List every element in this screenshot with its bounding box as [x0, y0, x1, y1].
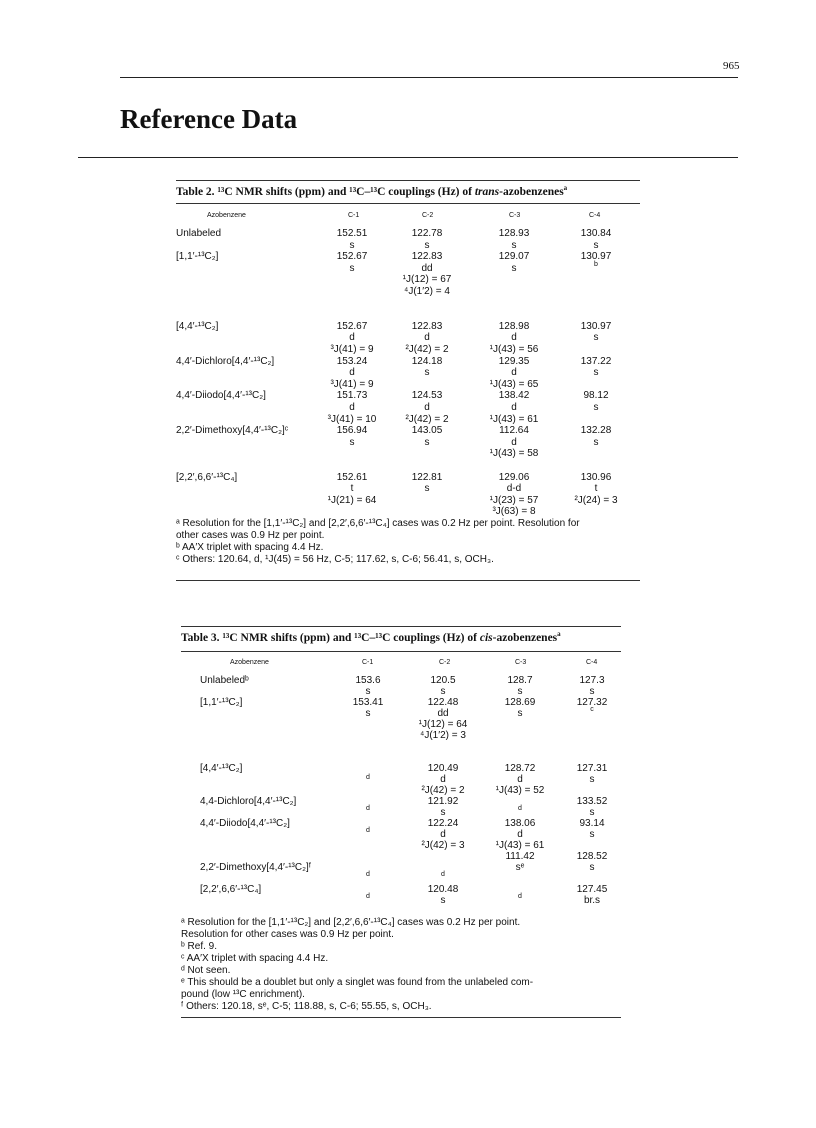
table2-caption [176, 184, 567, 198]
table3-cell-c1: 153.41 [352, 697, 384, 708]
table2-cell-c1: 152.61 [336, 471, 368, 483]
table2-cell-c3: d [511, 367, 517, 379]
table3-caption-tail: -azobenzenes [492, 631, 558, 644]
table2-row-label: [2,2′,6,6′-¹³C₄] [176, 471, 238, 483]
table3-cell-c2: 120.5 [430, 675, 456, 686]
table3-cell-c3: d [518, 893, 522, 900]
table3-cell-c3: d [517, 829, 523, 840]
table2-cell-c1: s [349, 436, 355, 448]
table3-caption-main: ¹³C NMR shifts (ppm) and ¹³C–¹³C couplings (Hz) of [219, 631, 480, 644]
table2-cell-c3: d [511, 402, 517, 413]
table3-caption-prefix: Table 3. [181, 631, 220, 644]
table3-cell-c1: d [366, 893, 370, 900]
table2-footnote-a: ᵃ Resolution for the [1,1′-¹³C₂] and [2,2′,6,6′-¹³C₄] cases was 0.2 Hz per point. Resolution for [176, 518, 580, 529]
table2-cell-c4: 132.28 [580, 425, 612, 437]
table3-cell-c4: 127.32 [576, 697, 608, 708]
table3-cell-c2: s [440, 807, 446, 818]
table2-cell-c3: d [511, 332, 517, 344]
table2-cell-c4: 130.84 [580, 228, 612, 239]
table3-cell-c3: 111.42 [505, 851, 535, 862]
table3-footnote-e: ᵉ This should be a doublet but only a singlet was found from the unlabeled com- [181, 977, 534, 988]
table3-cell-c3: 128.69 [504, 697, 536, 708]
table2-top-rule [176, 180, 640, 181]
table3-cell-c3: d [517, 774, 523, 785]
table2-cell-c2: 124.18 [411, 355, 443, 367]
table2-cell-c2: 122.78 [411, 228, 443, 239]
table3-cell-c3: 128.7 [507, 675, 533, 686]
table3-cell-c4: 93.14 [579, 818, 605, 829]
table2-cell-c3: ¹J(43) = 65 [489, 378, 539, 390]
table3-row-label: 4,4′-Diiodo[4,4′-¹³C₂] [200, 818, 290, 829]
table2-header-azobenzene: Azobenzene [207, 212, 246, 219]
table2-cell-c2: 122.81 [411, 471, 443, 483]
table2-cell-c4: ²J(24) = 3 [574, 494, 618, 506]
table3-cell-c3: ¹J(43) = 61 [495, 840, 545, 851]
table2-cell-c3: d-d [506, 483, 522, 495]
table2-cell-c1: 151.73 [336, 390, 368, 402]
table3-cell-c1: s [365, 686, 371, 697]
table3-footnote-d: ᵈ Not seen. [181, 965, 231, 976]
table2-cell-c2: ²J(42) = 2 [405, 344, 449, 355]
table2-cell-c3: ¹J(43) = 58 [489, 448, 539, 460]
table3-cell-c4: c [590, 706, 594, 713]
table3-cell-c2: d [441, 871, 445, 878]
table3-row-label: [2,2′,6,6′-¹³C₄] [200, 884, 262, 895]
table2-cell-c2: d [424, 332, 430, 344]
table2-cell-c1: 153.24 [336, 355, 368, 367]
table2-row-label: 2,2′-Dimethoxy[4,4′-¹³C₂]ᶜ [176, 425, 289, 437]
table2-header-c3: C-3 [509, 212, 521, 219]
table3-cell-c3: s [517, 686, 523, 697]
table3-cell-c3: 138.06 [504, 818, 536, 829]
table2-cell-c2: ¹J(12) = 67 [402, 274, 452, 286]
table2-cell-c4: b [594, 260, 598, 268]
table3-row-label: Unlabeledᵇ [200, 675, 249, 686]
table3-cell-c1: d [366, 774, 370, 781]
table3-row-label: [1,1′-¹³C₂] [200, 697, 243, 708]
table2-cell-c1: s [349, 239, 355, 251]
table3-header-rule [181, 651, 621, 652]
table2-cell-c2: 122.83 [411, 320, 443, 332]
table2-cell-c4: 137.22 [580, 355, 612, 367]
table2-cell-c3: d [511, 436, 517, 448]
page-number: 965 [723, 60, 740, 72]
table3-header-azobenzene: Azobenzene [230, 659, 269, 666]
table2-cell-c1: d [349, 332, 355, 344]
table2-header-c1: C-1 [348, 212, 360, 219]
table3-header-c4: C-4 [586, 659, 598, 666]
table2-cell-c2: s [424, 239, 430, 251]
table3-cell-c2: ²J(42) = 3 [421, 840, 465, 851]
table2-cell-c2: s [424, 483, 430, 495]
table3-footnote-b: ᵇ Ref. 9. [181, 941, 218, 952]
table2-cell-c4: 130.96 [580, 471, 612, 483]
table2-caption-italic: trans [474, 185, 500, 198]
table2-row-label: [4,4′-¹³C₂] [176, 320, 219, 332]
table3-top-rule [181, 626, 621, 627]
table2-header-c4: C-4 [589, 212, 601, 219]
table2-row-label: Unlabeled [176, 228, 222, 239]
table3-cell-c3: 128.72 [504, 763, 536, 774]
table3-cell-c2: d [440, 829, 446, 840]
table2-cell-c2: d [424, 402, 430, 413]
table3-cell-c1: d [366, 805, 370, 812]
table2-cell-c4: s [593, 402, 599, 413]
table2-cell-c4: 98.12 [583, 390, 609, 402]
table2-cell-c2: s [424, 436, 430, 448]
table3-header-c1: C-1 [362, 659, 374, 666]
table2-cell-c2: 124.53 [411, 390, 443, 402]
section-rule [78, 157, 738, 158]
table2-footnote-a-cont: other cases was 0.9 Hz per point. [176, 530, 325, 541]
table3-cell-c4: s [589, 862, 595, 873]
table2-row-label: 4,4′-Dichloro[4,4′-¹³C₂] [176, 355, 275, 367]
table2-cell-c4: 130.97 [580, 251, 612, 263]
table2-cell-c1: 152.51 [336, 228, 368, 239]
table2-cell-c1: ³J(41) = 9 [330, 344, 374, 355]
table3-cell-c4: 128.52 [576, 851, 608, 862]
table2-cell-c4: s [593, 332, 599, 344]
table3-cell-c2: d [440, 774, 446, 785]
table3-cell-c1: s [365, 708, 371, 719]
table3-cell-c2: ¹J(12) = 64 [418, 719, 468, 730]
table3-cell-c4: br.s [583, 895, 601, 906]
table2-cell-c3: 129.35 [498, 355, 530, 367]
table2-cell-c1: ³J(41) = 9 [330, 378, 374, 390]
table3-cell-c1: d [366, 871, 370, 878]
table3-cell-c2: 122.24 [427, 818, 459, 829]
table3-caption [181, 630, 561, 644]
section-title: Reference Data [120, 104, 298, 134]
table2-cell-c3: 129.06 [498, 471, 530, 483]
table2-row-label: [1,1′-¹³C₂] [176, 251, 219, 263]
table2-cell-c3: 128.98 [498, 320, 530, 332]
table3-footnote-c: ᶜ AA′X triplet with spacing 4.4 Hz. [181, 953, 329, 964]
table3-cell-c4: s [589, 829, 595, 840]
table3-row-label: 4,4-Dichloro[4,4′-¹³C₂] [200, 796, 297, 807]
table3-cell-c2: ⁴J(1′2) = 3 [420, 730, 466, 741]
table2-cell-c2: s [424, 367, 430, 379]
table2-cell-c3: ¹J(43) = 56 [489, 344, 539, 355]
table2-cell-c2: 143.05 [411, 425, 443, 437]
table3-cell-c4: s [589, 807, 595, 818]
table3-cell-c4: 127.3 [579, 675, 605, 686]
table2-cell-c3: s [511, 262, 517, 274]
table2-cell-c4: s [593, 239, 599, 251]
header-rule [120, 77, 738, 78]
table2-cell-c3: 112.64 [499, 425, 529, 437]
table3-cell-c2: 121.92 [427, 796, 459, 807]
table3-row-label: [4,4′-¹³C₂] [200, 763, 243, 774]
table2-cell-c4: 130.97 [580, 320, 612, 332]
table2-caption-main: ¹³C NMR shifts (ppm) and ¹³C–¹³C couplings (Hz) of [214, 185, 475, 198]
table3-cell-c2: ²J(42) = 2 [421, 785, 465, 796]
table3-cell-c3: sᵉ [515, 862, 525, 873]
table2-cell-c3: ¹J(23) = 57 [489, 494, 539, 506]
table3-footnote-f: ᶠ Others: 120.18, sᵉ, C-5; 118.88, s, C-6; 55.55, s, OCH₃. [181, 1001, 432, 1012]
table3-caption-italic: cis [479, 631, 493, 644]
table2-cell-c4: t [594, 483, 598, 495]
table2-caption-sup: a [563, 184, 568, 192]
table3-cell-c3: ¹J(43) = 52 [495, 785, 545, 796]
table2-bottom-rule [176, 580, 640, 581]
table2-cell-c3: s [511, 239, 517, 251]
table3-cell-c2: 120.49 [427, 763, 459, 774]
table3-cell-c1: d [366, 827, 370, 834]
table3-cell-c1: 153.6 [355, 675, 381, 686]
table2-row-label: 4,4′-Diiodo[4,4′-¹³C₂] [176, 390, 266, 402]
table2-cell-c1: ³J(41) = 10 [327, 413, 377, 425]
table2-cell-c3: 129.07 [498, 251, 530, 263]
table2-cell-c1: d [349, 402, 355, 413]
table2-cell-c1: t [350, 483, 354, 495]
table2-cell-c3: ³J(63) = 8 [492, 506, 536, 518]
table2-cell-c1: d [349, 367, 355, 379]
table2-header-c2: C-2 [422, 212, 434, 219]
table3-footnote-a: ᵃ Resolution for the [1,1′-¹³C₂] and [2,2′,6,6′-¹³C₄] cases was 0.2 Hz per point. [181, 917, 521, 928]
table3-cell-c3: d [518, 805, 522, 812]
table2-cell-c3: 138.42 [498, 390, 530, 402]
table2-cell-c4: s [593, 436, 599, 448]
table2-footnote-c: ᶜ Others: 120.64, d, ¹J(45) = 56 Hz, C-5; 117.62, s, C-6; 56.41, s, OCH₃. [176, 554, 494, 565]
table3-cell-c2: 120.48 [427, 884, 459, 895]
table3-header-c3: C-3 [515, 659, 527, 666]
table2-cell-c2: ⁴J(1′2) = 4 [404, 286, 450, 297]
table3-cell-c2: 122.48 [427, 697, 459, 708]
table2-cell-c2: 122.83 [411, 251, 443, 263]
table3-footnote-e-cont: pound (low ¹³C enrichment). [181, 989, 305, 1000]
table3-cell-c4: 127.45 [576, 884, 608, 895]
table2-cell-c1: 156.94 [336, 425, 368, 437]
table2-cell-c3: ¹J(43) = 61 [489, 413, 539, 425]
table3-cell-c4: 127.31 [576, 763, 608, 774]
table3-header-c2: C-2 [439, 659, 451, 666]
table2-caption-prefix: Table 2. [176, 185, 215, 198]
table3-cell-c4: s [589, 774, 595, 785]
table3-cell-c2: dd [437, 708, 449, 719]
table2-cell-c3: 128.93 [498, 228, 530, 239]
table3-bottom-rule [181, 1017, 621, 1018]
table3-footnote-a-cont: Resolution for other cases was 0.9 Hz per point. [181, 929, 394, 940]
table2-cell-c1: 152.67 [336, 320, 368, 332]
table2-cell-c2: ²J(42) = 2 [405, 413, 449, 425]
table3-cell-c3: s [517, 708, 523, 719]
table3-cell-c2: s [440, 686, 446, 697]
table2-cell-c1: 152.67 [336, 251, 368, 263]
table2-cell-c2: dd [421, 262, 433, 274]
table3-cell-c4: 133.52 [576, 796, 608, 807]
table3-row-label: 2,2′-Dimethoxy[4,4′-¹³C₂]ᶠ [200, 862, 312, 873]
table3-cell-c4: s [589, 686, 595, 697]
table2-cell-c4: s [593, 367, 599, 379]
table2-header-rule [176, 203, 640, 204]
table3-caption-sup: a [557, 630, 561, 638]
table3-cell-c2: s [440, 895, 446, 906]
table2-caption-tail: -azobenzenes [499, 185, 564, 198]
table2-footnote-b: ᵇ AA′X triplet with spacing 4.4 Hz. [176, 542, 324, 553]
table2-cell-c1: s [349, 262, 355, 274]
table2-cell-c1: ¹J(21) = 64 [327, 494, 377, 506]
